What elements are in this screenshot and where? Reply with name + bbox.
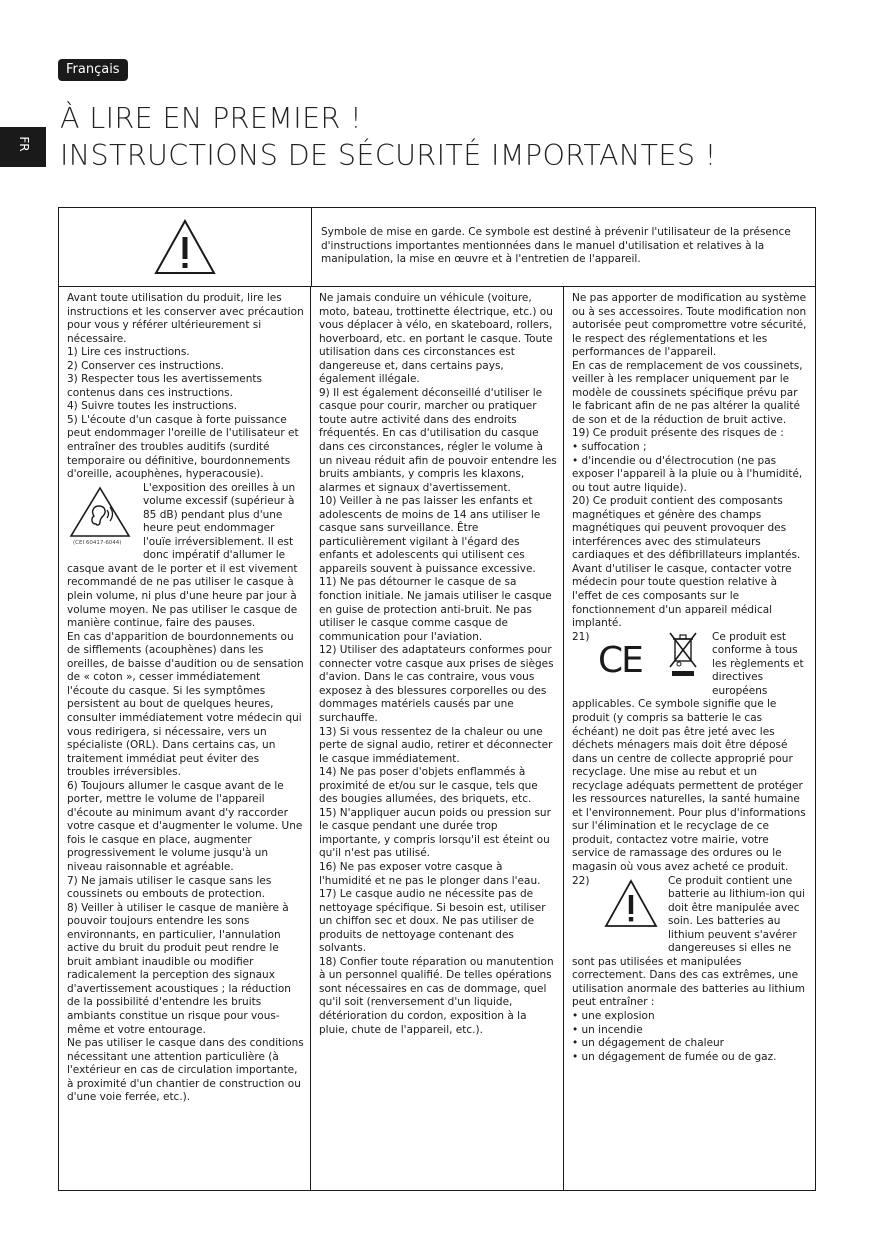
ear-warning-symbol <box>67 482 137 550</box>
item-21-number: 21) <box>572 630 590 643</box>
page-title <box>60 100 717 174</box>
warning-symbol-text: Symbole de mise en garde. Ce symbole est destiné à prévenir l'utilisateur de la présence d'instructions importantes mentionnées dans le manuel d'utilisation et relatives à la manipulation, la mise en œuvre et à l'entretien de l'appareil. <box>321 226 791 265</box>
column-3 <box>564 287 815 1190</box>
ce-weee-symbols <box>572 631 712 687</box>
warning-icon-cell <box>59 208 312 286</box>
side-tab-label: FR <box>17 136 31 152</box>
column-1 <box>59 287 311 1190</box>
ear-symbol-label: (CEI 60417-6044) <box>73 539 122 546</box>
title-line-2: INSTRUCTIONS DE SÉCURITÉ IMPORTANTES ! <box>60 139 717 172</box>
item-22-number: 22) <box>572 874 590 887</box>
col1-intro-text: Avant toute utilisation du produit, lire les instructions et les conserver avec précaution pour vous y référer ultérieurement si nécessaire. 1) Lire ces instructions. 2) Conserver ces instructions. 3) Respecter tous les avertissements contenus dans ces instructions. 4) Suivre toutes les instructions. 5) L'écoute d'un casque à forte puissance peut endommager l'oreille de l'utilisateur et entraîner des troubles auditifs (surdité temporaire ou définitive, bourdonnements d'oreille, acouphènes, hyperacousie). <box>67 292 304 481</box>
ce-mark-icon: CE <box>598 639 642 681</box>
item-21-text: Ce produit est conforme à tous les règlements et directives européens applicables. Ce symbole signifie que le produit (y compris sa batterie le cas échéant) ne doit pas être jeté avec les déchets ménagers mais doit être déposé dans un centre de collecte approprié pour recyclage. Une mise au rebut et un recyclage adéquats permettent de protéger les ressources naturelles, la santé humaine et l'environnement. Pour plus d'informations sur l'élimination et le recyclage de ce produit, contactez votre mairie, votre service de ramassage des ordures ou le magasin où vous avez acheté ce produit. <box>572 630 806 873</box>
side-language-tab <box>0 127 46 167</box>
safety-instructions-table <box>58 207 816 1191</box>
warning-triangle-icon <box>154 219 216 275</box>
weee-bin-icon <box>666 631 700 677</box>
hearing-warning-icon <box>69 486 131 544</box>
col3-text-a: Ne pas apporter de modification au système ou à ses accessoires. Toute modification non autorisée peut compromettre votre sécurité, le respect des réglementations et les performances de l'appareil. En cas de remplacement de vos coussinets, veiller à les remplacer uniquement par le modèle de coussinets spécifique prévu par le fabricant afin de ne pas altérer la qualité de son et de la réduction de bruit active. 19) Ce produit présente des risques de : • suffocation ; • d'incendie ou d'électrocution (ne pas exposer l'appareil à la pluie ou à l'humidité, ou tout autre liquide). 20) Ce produit contient des composants magnétiques et génère des champs magnétiques qui peuvent provoquer des interférences avec des stimulateurs cardiaques et des défibrillateurs implantés. Avant d'utiliser le casque, contacter votre médecin pour toute question relative à l'effet de ces composants sur le fonctionnement d'un appareil médical implanté. <box>572 292 807 630</box>
warning-row <box>59 208 815 287</box>
column-2 <box>311 287 564 1190</box>
language-badge: Français <box>58 59 128 81</box>
col2-text: Ne jamais conduire un véhicule (voiture, moto, bateau, trottinette électrique, etc.) ou vous déplacer à vélo, en skateboard, rollers, hoverboard, etc. en portant le casque. Toute utilisation dans ces circonstances est dangereuse et, dans certains pays, également illégale. 9) Il est également déconseillé d'utiliser le casque pour courir, marcher ou pratiquer toute autre activité dans des endroits fréquentés. En cas d'utilisation du casque dans ces circonstances, régler le volume à un niveau réduit afin de pouvoir entendre les bruits ambiants, y compris les klaxons, alarmes et signaux d'avertissement. 10) Veiller à ne pas laisser les enfants et adolescents de moins de 14 ans utiliser le casque sans surveillance. Être particulièrement vigilant à l'égard des enfants et adolescents qui utilisent ces appareils souvent à puissance excessive. 11) Ne pas détourner le casque de sa fonction initiale. Ne jamais utiliser le casque en guise de protection anti-bruit. Ne pas utiliser le casque comme casque de communication pour l'aviation. 12) Utiliser des adaptateurs conformes pour connecter votre casque aux prises de sièges d'avion. Dans le cas contraire, vous vous exposez à des blessures corporelles ou des dommages matériels causés par une surchauffe. 13) Si vous ressentez de la chaleur ou une perte de signal audio, retirer et déconnecter le casque immédiatement. 14) Ne pas poser d'objets enflammés à proximité de et/ou sur le casque, tels que des bougies allumées, des briquets, etc. 15) N'appliquer aucun poids ou pression sur le casque pendant une durée trop importante, y compris lorsqu'il est éteint ou qu'il n'est pas utilisé. 16) Ne pas exposer votre casque à l'humidité et ne pas le plonger dans l'eau. 17) Le casque audio ne nécessite pas de nettoyage spécifique. Si besoin est, utiliser un chiffon sec et doux. Ne pas utiliser de produits de nettoyage contenant des solvants. 18) Confier toute réparation ou manutention à un personnel qualifié. De telles opérations sont nécessaires en cas de dommage, quel qu'il soit (renversement d'un liquide, détérioration du cordon, exposition à la pluie, chute de l'appareil, etc.). <box>319 292 557 1036</box>
col1-main-text: L'exposition des oreilles à un volume excessif (supérieur à 85 dB) pendant plus d'une heure peut endommager l'ouïe irréversiblement. Il est donc impératif d'allumer le casque avant de le porter et il est vivement recommandé de ne pas utiliser le casque à plein volume, ni plus d'une heure par jour à volume moyen. Ne pas utiliser le casque de manière continue, faire des pauses. En cas d'apparition de bourdonnements ou de sifflements (acouphènes) dans les oreilles, de baisse d'audition ou de sensation de « coton », cesser immédiatement l'écoute du casque. Si les symptômes persistent au bout de quelques heures, consulter immédiatement votre médecin qui vous redirigera, si nécessaire, vers un spécialiste (ORL). Dans certains cas, un traitement immédiat peut éviter des troubles irréversibles. 6) Toujours allumer le casque avant de le porter, mettre le volume de l'appareil d'écoute au minimum avant d'y raccorder votre casque et d'augmenter le volume. Une fois le casque en place, augmenter progressivement le volume jusqu'à un niveau raisonnable et agréable. 7) Ne jamais utiliser le casque sans les coussinets ou embouts de protection. 8) Veiller à utiliser le casque de manière à pouvoir toujours entendre les sons environnants, en particulier, l'annulation active du bruit du produit peut rendre le bruit ambiant inaudible ou modifier radicalement la perception des signaux d'avertissement acoustiques ; la réduction de la possibilité d'entendre les bruits ambiants constitue un risque pour vous-même et votre entourage. Ne pas utiliser le casque dans des conditions nécessitant une attention particulière (à l'extérieur en cas de circulation importante, à proximité d'un chantier de construction ou d'une voie ferrée, etc.). <box>67 481 304 1104</box>
item-22-text: Ce produit contient une batterie au lithium-ion qui doit être manipulée avec soin. Les batteries au lithium peuvent s'avérer dangereuses si elles ne sont pas utilisées et manipulées correctement. Dans des cas extrêmes, une utilisation anormale des batteries au lithium peut entraîner : • une explosion • un incendie • un dégagement de chaleur • un dégagement de fumée ou de gaz. <box>572 874 806 1063</box>
title-line-1: À LIRE EN PREMIER ! <box>60 102 362 135</box>
battery-warning-triangle-icon <box>604 879 658 929</box>
battery-warning-symbol <box>572 875 668 945</box>
